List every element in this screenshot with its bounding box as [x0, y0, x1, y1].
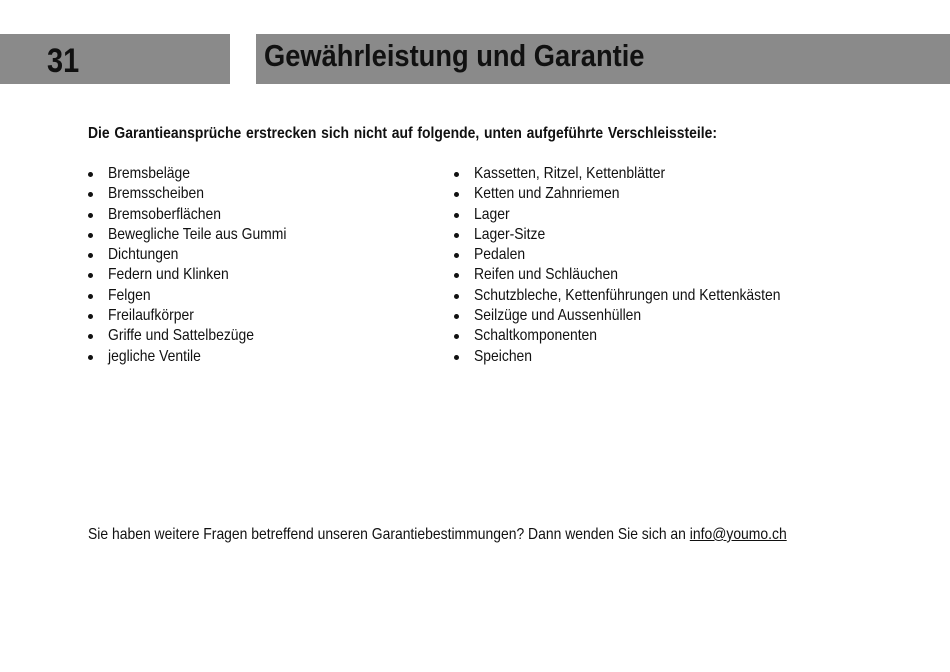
bullet-icon [88, 192, 93, 197]
wear-parts-list-right [454, 164, 826, 367]
list-item-label: Felgen [108, 286, 151, 304]
list-item [88, 326, 313, 346]
list-item [88, 347, 313, 367]
list-item [88, 164, 313, 184]
list-item-label: Bremsscheiben [108, 185, 204, 203]
list-item [454, 347, 826, 367]
list-item-label: Speichen [474, 347, 533, 365]
list-item [454, 265, 826, 285]
bullet-icon [88, 233, 93, 238]
email-link[interactable]: info@youmo.ch [689, 526, 787, 543]
bullet-icon [88, 253, 93, 258]
list-item [88, 225, 313, 245]
list-item [454, 225, 826, 245]
bullet-icon [88, 334, 93, 339]
list-item-label: Federn und Klinken [108, 266, 229, 284]
wear-parts-list-left [88, 164, 313, 367]
bullet-icon [454, 294, 459, 299]
list-item [454, 306, 826, 326]
bullet-icon [88, 294, 93, 299]
bullet-icon [88, 355, 93, 360]
list-item-label: Bewegliche Teile aus Gummi [108, 225, 287, 243]
list-item-label: Reifen und Schläuchen [474, 266, 618, 284]
page-number: 31 [47, 42, 80, 80]
list-item [88, 184, 313, 204]
list-item-label: Lager [474, 205, 510, 223]
list-item [88, 306, 313, 326]
bullet-icon [454, 233, 459, 238]
list-item-label: Bremsoberflächen [108, 205, 221, 223]
contact-text: Sie haben weitere Fragen betreffend unseren Garantiebestimmungen? Dann wenden Sie sich an [88, 526, 690, 543]
bullet-icon [454, 355, 459, 360]
list-item-label: Dichtungen [108, 246, 179, 264]
list-item-label: Kassetten, Ritzel, Kettenblätter [474, 165, 666, 182]
list-item [88, 205, 313, 225]
list-item [88, 286, 313, 306]
list-item [454, 286, 826, 306]
bullet-icon [454, 273, 459, 278]
bullet-icon [88, 314, 93, 319]
list-item [454, 164, 826, 184]
list-item-label: Schutzbleche, Kettenführungen und Kettenkästen [474, 286, 781, 304]
bullet-icon [454, 253, 459, 258]
list-item [454, 205, 826, 225]
list-item [454, 245, 826, 265]
list-item [88, 265, 313, 285]
bullet-icon [88, 273, 93, 278]
list-item-label: Seilzüge und Aussenhüllen [474, 307, 642, 325]
list-item-label: Ketten und Zahnriemen [474, 185, 620, 203]
list-item-label: Freilaufkörper [108, 307, 194, 325]
page-title: Gewährleistung und Garantie [264, 38, 645, 73]
intro-text: Die Garantieansprüche erstrecken sich nicht auf folgende, unten aufgeführte Verschleissteile: [88, 125, 717, 142]
bullet-icon [88, 172, 93, 177]
bullet-icon [454, 192, 459, 197]
bullet-icon [454, 172, 459, 177]
list-item-label: Griffe und Sattelbezüge [108, 327, 255, 345]
contact-line [88, 525, 787, 545]
bullet-icon [454, 314, 459, 319]
list-item-label: jegliche Ventile [108, 347, 201, 365]
bullet-icon [454, 334, 459, 339]
list-item-label: Pedalen [474, 246, 526, 264]
list-item-label: Schaltkomponenten [474, 327, 598, 345]
bullet-icon [454, 213, 459, 218]
list-item-label: Bremsbeläge [108, 165, 191, 182]
list-item [88, 245, 313, 265]
page-number-bar [0, 34, 230, 84]
list-item-label: Lager-Sitze [474, 225, 546, 243]
list-item [454, 326, 826, 346]
list-item [454, 184, 826, 204]
bullet-icon [88, 213, 93, 218]
